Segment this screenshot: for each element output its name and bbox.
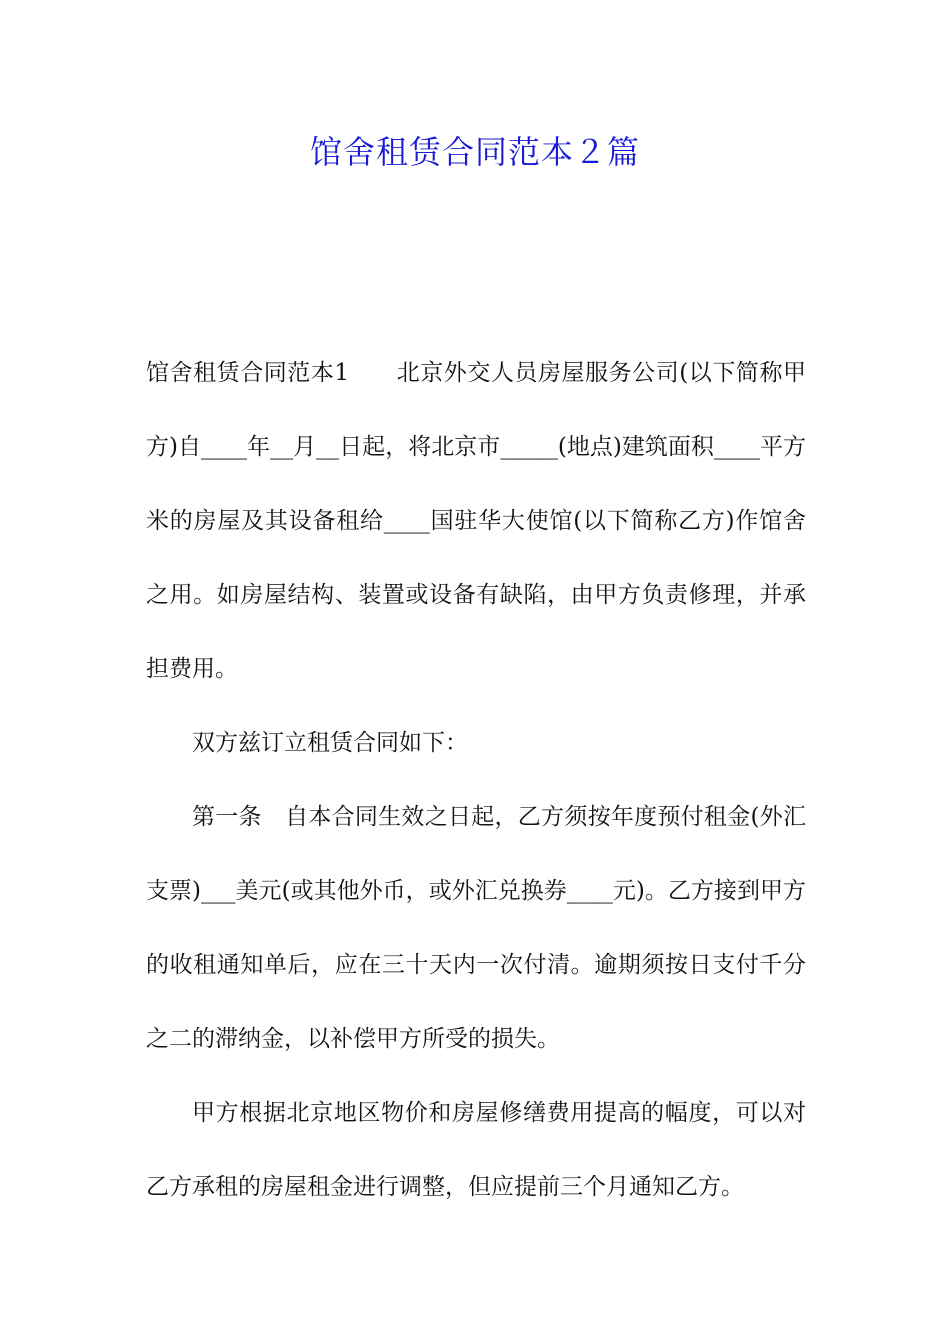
paragraph-rent-adjustment: 甲方根据北京地区物价和房屋修缮费用提高的幅度，可以对乙方承租的房屋租金进行调整，但应提前三个月通知乙方。 (146, 1100, 806, 1200)
paragraph-agreement-lead: 双方兹订立租赁合同如下： (192, 730, 468, 756)
document-body (146, 336, 806, 1224)
paragraph-intro: 馆舍租赁合同范本1 北京外交人员房屋服务公司(以下简称甲方)自____年__月__日起，将北京市_____(地点)建筑面积____平方米的房屋及其设备租给____国驻华大使馆(以下简称乙方)作馆舍之用。如房屋结构、装置或设备有缺陷，由甲方负责修理，并承担费用。 (146, 360, 806, 682)
document-title: 馆舍租赁合同范本２篇 (309, 133, 640, 171)
paragraph-article-1: 第一条 自本合同生效之日起，乙方须按年度预付租金(外汇支票)___美元(或其他外币，或外汇兑换券____元)。乙方接到甲方的收租通知单后，应在三十天内一次付清。逾期须按日支付千分之二的滞纳金，以补偿甲方所受的损失。 (146, 804, 806, 1052)
